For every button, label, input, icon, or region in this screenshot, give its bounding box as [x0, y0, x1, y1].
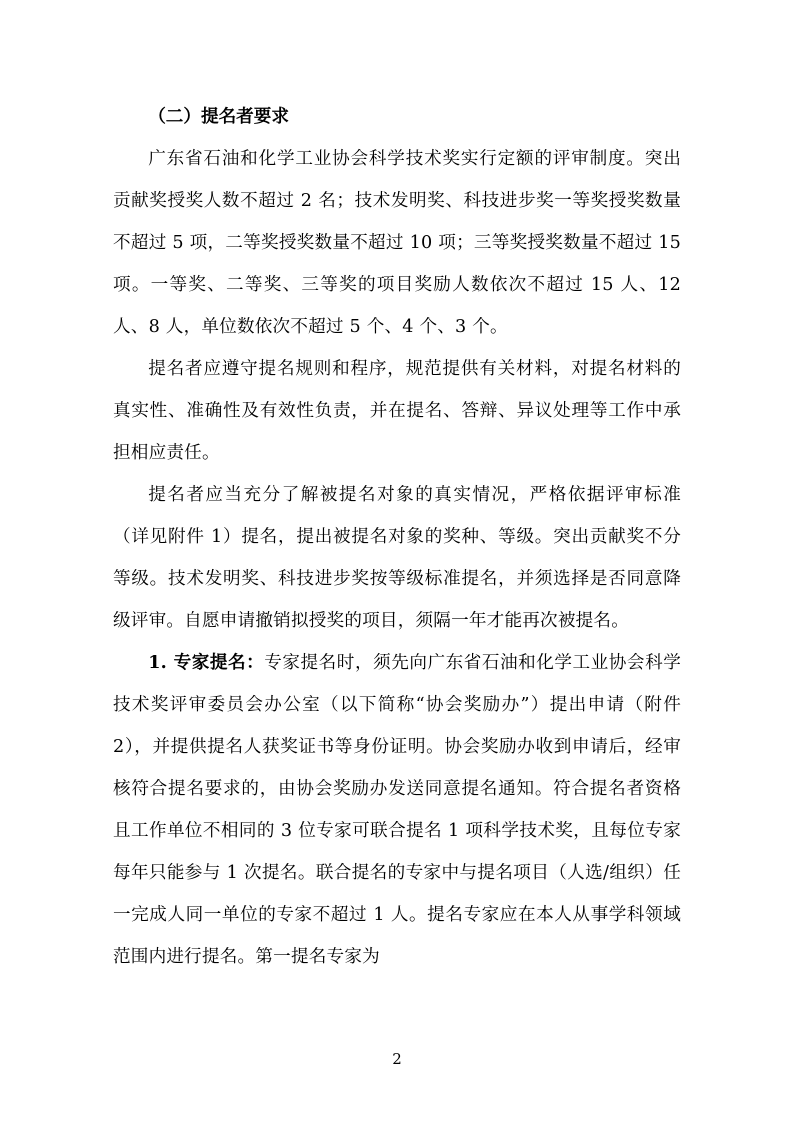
numbered-item — [113, 642, 681, 978]
document-body — [113, 138, 681, 978]
numbered-item-text: 专家提名时，须先向广东省石油和化学工业协会科学技术奖评审委员会办公室（以下简称“协会奖励办”）提出申请（附件 2），并提供提名人获奖证书等身份证明。协会奖励办收到申请后，经审核符合提名要求的，由协会奖励办发送同意提名通知。符合提名者资格且工作单位不相同的 3 位专家可联合提名 1 项科学技术奖，且每位专家每年只能参与 1 次提名。联合提名的专家中与提名项目（人选/组织）任一完成人同一单位的专家不超过 1 人。提名专家应在本人从事学科领域范围内进行提名。第一提名专家为 — [113, 653, 681, 967]
paragraph: 提名者应遵守提名规则和程序，规范提供有关材料，对提名材料的真实性、准确性及有效性负责，并在提名、答辩、异议处理等工作中承担相应责任。 — [113, 359, 681, 463]
section-heading: （二）提名者要求 — [148, 106, 289, 127]
page-number: 2 — [392, 1050, 402, 1068]
paragraph: 提名者应当充分了解被提名对象的真实情况，严格依据评审标准（详见附件 1）提名，提出被提名对象的奖种、等级。突出贡献奖不分等级。技术发明奖、科技进步奖按等级标准提名，并须选择是否同意降级评审。自愿申请撤销拟授奖的项目，须隔一年才能再次被提名。 — [113, 485, 681, 631]
paragraph: 广东省石油和化学工业协会科学技术奖实行定额的评审制度。突出贡献奖授奖人数不超过 2 名；技术发明奖、科技进步奖一等奖授奖数量不超过 5 项，二等奖授奖数量不超过 10 项；三等奖授奖数量不超过 15 项。一等奖、二等奖、三等奖的项目奖励人数依次不超过 15 人、12 人、8 人，单位数依次不超过 5 个、4 个、3 个。 — [113, 149, 681, 337]
numbered-item-label: 1. 专家提名： — [148, 652, 265, 673]
